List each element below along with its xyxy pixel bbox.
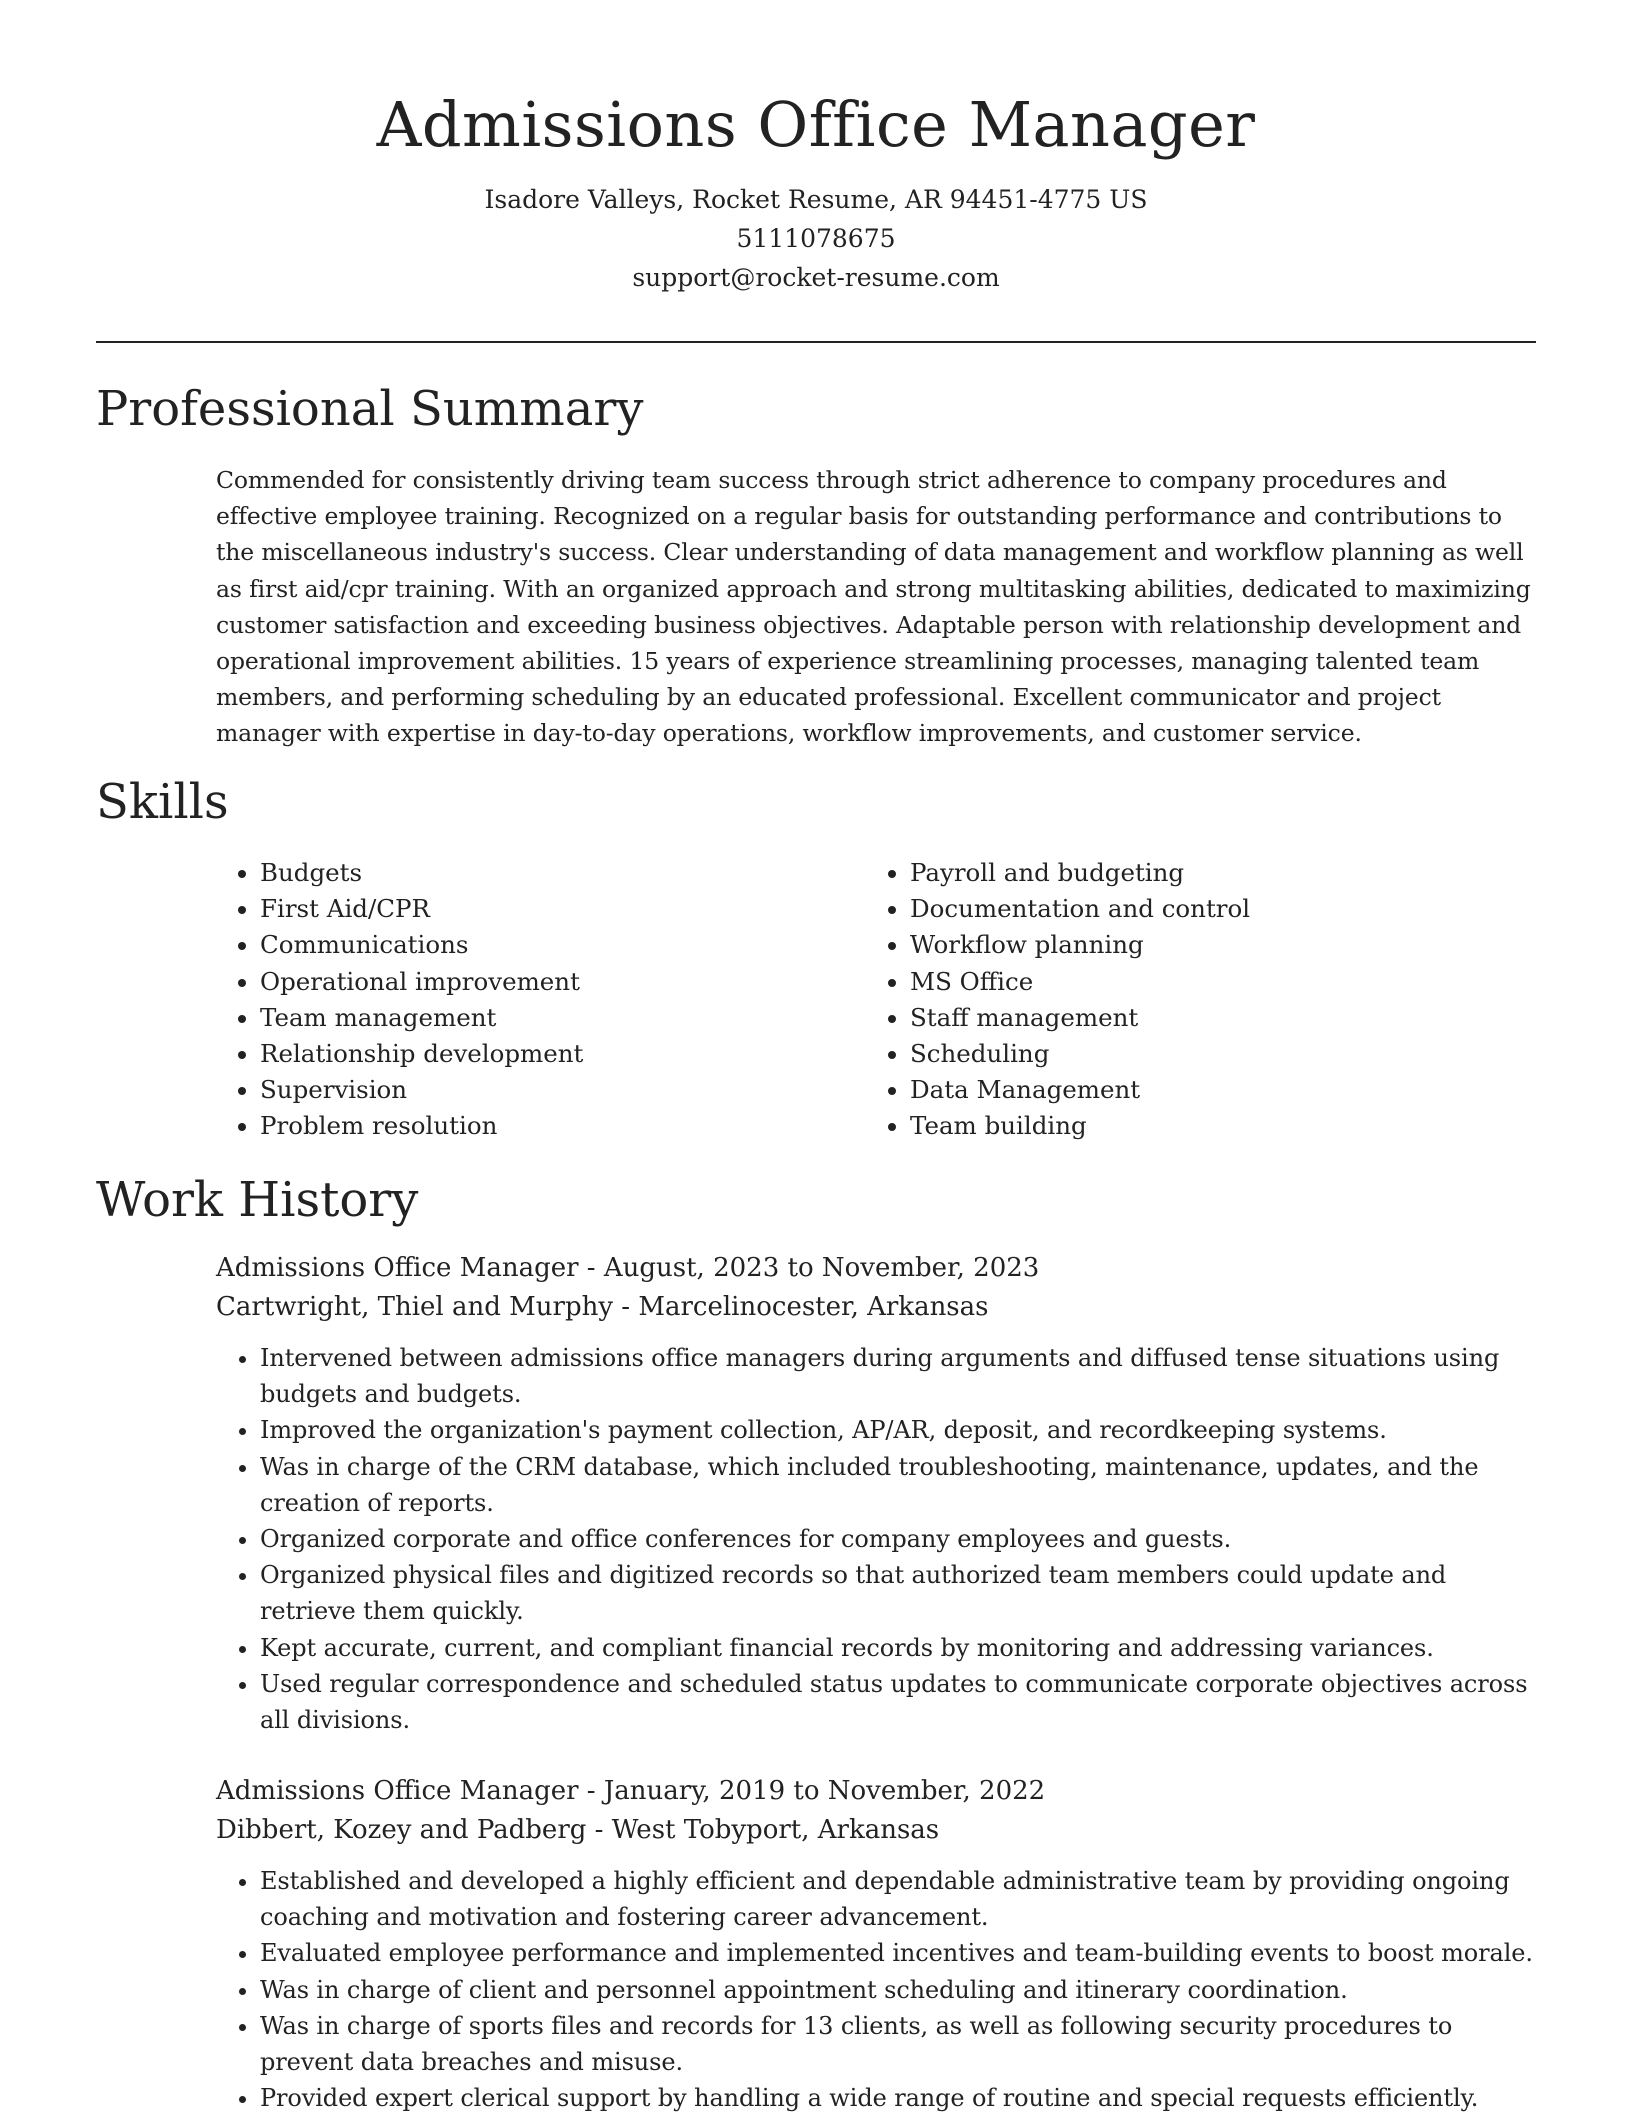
skill-item: • Supervision <box>260 1072 583 1108</box>
job-duty: • Kept accurate, current, and compliant financial records by monitoring and addressing variances. <box>260 1630 1542 1666</box>
job-duty: • Was in charge of the CRM database, which included troubleshooting, maintenance, updates, and the creation of reports. <box>260 1449 1542 1521</box>
skill-item: • Scheduling <box>910 1036 1250 1072</box>
skill-item: • MS Office <box>910 964 1250 1000</box>
job-duty: • Improved the organization's payment collection, AP/AR, deposit, and recordkeeping systems. <box>260 1412 1542 1448</box>
job-duty: • Provided expert clerical support by handling a wide range of routine and special requests efficiently. <box>260 2080 1542 2112</box>
job-duty: • Was in charge of client and personnel appointment scheduling and itinerary coordination. <box>260 1972 1542 2008</box>
skill-item: • Staff management <box>910 1000 1250 1036</box>
skill-item: • Payroll and budgeting <box>910 855 1250 891</box>
contact-email: support@rocket-resume.com <box>632 263 1000 292</box>
contact-block <box>96 180 1536 297</box>
skill-item: • First Aid/CPR <box>260 891 583 927</box>
skill-item: • Budgets <box>260 855 583 891</box>
job-duties-list <box>216 1340 1542 1738</box>
job-duty: • Was in charge of sports files and records for 13 clients, as well as following security procedures to prevent data breaches and misuse. <box>260 2008 1542 2080</box>
skill-item: • Team building <box>910 1108 1250 1144</box>
job-company-location: Cartwright, Thiel and Murphy - Marcelinocester, Arkansas <box>216 1292 989 1322</box>
job-duty: • Organized corporate and office conferences for company employees and guests. <box>260 1521 1542 1557</box>
contact-address: Isadore Valleys, Rocket Resume, AR 94451-4775 US <box>484 185 1148 214</box>
work-history-heading: Work History <box>96 1172 419 1228</box>
job-title-dates: Admissions Office Manager - January, 2019 to November, 2022 <box>216 1776 1046 1806</box>
job-company-location: Dibbert, Kozey and Padberg - West Tobyport, Arkansas <box>216 1815 940 1845</box>
summary-text: Commended for consistently driving team success through strict adherence to company procedures and effective employee training. Recognized on a regular basis for outstanding performance and contributions to the miscellaneous industry's success. Clear understanding of data management and workflow planning as well as first aid/cpr training. With an organized approach and strong multitasking abilities, dedicated to maximizing customer satisfaction and exceeding business objectives. Adaptable person with relationship development and operational improvement abilities. 15 years of experience streamlining processes, managing talented team members, and performing scheduling by an educated professional. Excellent communicator and project manager with expertise in day-to-day operations, workflow improvements, and customer service. <box>216 466 1531 748</box>
job-duty: • Intervened between admissions office managers during arguments and diffused tense situations using budgets and budgets. <box>260 1340 1542 1412</box>
job-entry <box>216 1249 1542 1738</box>
page-title: Admissions Office Manager <box>376 88 1256 161</box>
skills-column-right <box>866 855 1250 1145</box>
skills-heading: Skills <box>96 774 229 830</box>
job-duty: • Organized physical files and digitized records so that authorized team members could update and retrieve them quickly. <box>260 1557 1542 1629</box>
skill-item: • Team management <box>260 1000 583 1036</box>
skills-column-left <box>216 855 583 1145</box>
header-divider <box>96 341 1536 343</box>
skill-item: • Documentation and control <box>910 891 1250 927</box>
job-duty: • Established and developed a highly efficient and dependable administrative team by providing ongoing coaching and motivation and fostering career advancement. <box>260 1863 1542 1935</box>
contact-phone: 5111078675 <box>736 224 896 253</box>
job-duty: • Used regular correspondence and scheduled status updates to communicate corporate objectives across all divisions. <box>260 1666 1542 1738</box>
resume-header <box>96 80 1536 297</box>
job-duties-list <box>216 1863 1542 2112</box>
job-duty: • Evaluated employee performance and implemented incentives and team-building events to boost morale. <box>260 1935 1542 1971</box>
skill-item: • Workflow planning <box>910 927 1250 963</box>
job-entry <box>216 1772 1542 2112</box>
skill-item: • Problem resolution <box>260 1108 583 1144</box>
summary-heading: Professional Summary <box>96 381 644 437</box>
skill-item: • Communications <box>260 927 583 963</box>
skill-item: • Data Management <box>910 1072 1250 1108</box>
skill-item: • Operational improvement <box>260 964 583 1000</box>
job-title-dates: Admissions Office Manager - August, 2023 to November, 2023 <box>216 1253 1040 1283</box>
skill-item: • Relationship development <box>260 1036 583 1072</box>
